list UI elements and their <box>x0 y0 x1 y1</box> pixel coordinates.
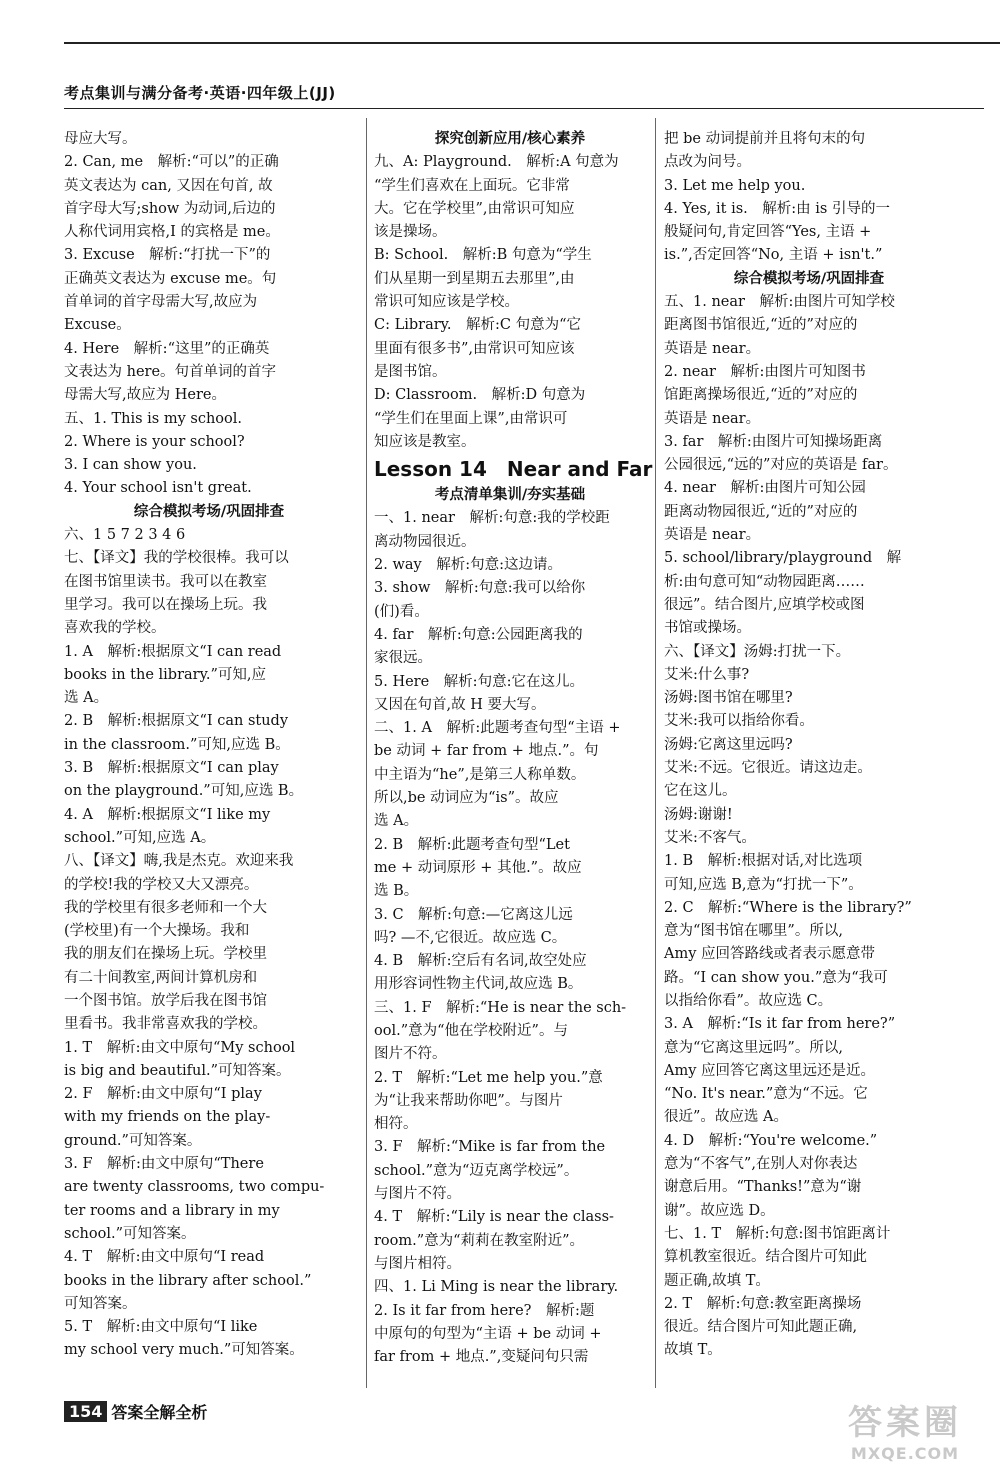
text-line: 3. B 解析:根据原文“I can play <box>64 760 279 777</box>
watermark-main: 答案圈 <box>848 1403 962 1443</box>
text-line: 意为“图书馆在哪里”。所以, <box>664 923 843 940</box>
text-line: 题正确,故填 T。 <box>664 1272 770 1289</box>
text-line: 汤姆:谢谢! <box>664 806 733 823</box>
section-heading: 综合模拟考场/巩固排查 <box>733 270 885 287</box>
text-line: 4. Here 解析:“这里”的正确英 <box>64 340 270 357</box>
text-line: 很近”。故应选 A。 <box>664 1109 788 1126</box>
text-line: 它在这儿。 <box>664 783 737 800</box>
text-line: 正确英文表达为 excuse me。句 <box>64 270 277 287</box>
text-line: 图片不符。 <box>374 1046 447 1063</box>
text-line: 4. T 解析:“Lily is near the class- <box>374 1209 614 1226</box>
text-line: 大。它在学校里”,由常识可知应 <box>374 200 575 217</box>
text-line: ool.”意为“他在学校附近”。与 <box>374 1022 568 1039</box>
text-line: 5. school/library/playground 解 <box>664 550 902 567</box>
text-line: 4. near 解析:由图片可知公园 <box>664 480 866 497</box>
text-line: 五、1. near 解析:由图片可知学校 <box>664 294 895 311</box>
text-line: 2. near 解析:由图片可知图书 <box>664 363 866 380</box>
text-line: 3. C 解析:句意:—它离这儿远 <box>374 906 573 923</box>
text-line: on the playground.”可知,应选 B。 <box>64 783 304 800</box>
text-line: 我的学校里有很多老师和一个大 <box>64 899 267 916</box>
text-line: be 动词 + far from + 地点.”。句 <box>374 743 599 760</box>
text-line: 距离动物园很近,“近的”对应的 <box>664 503 858 520</box>
running-header: 考点集训与满分备考·英语·四年级上(JJ) <box>64 84 336 102</box>
text-line: 书馆或操场。 <box>664 620 751 637</box>
text-line: 4. far 解析:句意:公园距离我的 <box>374 626 583 643</box>
text-line: 4. Yes, it is. 解析:由 is 引导的一 <box>664 200 890 217</box>
text-line: 七、1. T 解析:句意:图书馆距离计 <box>664 1225 891 1242</box>
text-line: 艾米:不客气。 <box>664 829 756 846</box>
text-line: 1. A 解析:根据原文“I can read <box>64 643 282 660</box>
text-line: is.”,否定回答“No, 主语 + isn't.” <box>664 247 883 264</box>
text-line: 该是操场。 <box>374 224 447 241</box>
text-line: “No. It's near.”意为“不远。它 <box>664 1086 868 1103</box>
text-line: 2. B 解析:此题考查句型“Let <box>374 836 570 853</box>
text-line: 家很远。 <box>374 650 432 667</box>
page-footer <box>64 1400 207 1423</box>
text-line: 母需大写,故应为 Here。 <box>64 387 226 404</box>
column-divider <box>655 118 656 1388</box>
text-line: 3. show 解析:句意:我可以给你 <box>374 580 586 597</box>
page-number: 154 <box>64 1401 107 1422</box>
text-line: is big and beautiful.”可知答案。 <box>64 1062 291 1079</box>
text-line: 艾米:我可以指给你看。 <box>664 713 814 730</box>
text-line: 又因在句首,故 H 要大写。 <box>374 696 546 713</box>
text-line: 相符。 <box>374 1116 418 1133</box>
text-line: 在图书馆里读书。我可以在教室 <box>64 573 267 590</box>
watermark-url: MXQE.COM <box>850 1444 960 1463</box>
text-line: 5. Here 解析:句意:它在这儿。 <box>374 673 584 690</box>
text-line: 六、【译文】汤姆:打扰一下。 <box>664 643 851 660</box>
section-heading: 综合模拟考场/巩固排查 <box>133 503 285 520</box>
text-line: 4. Your school isn't great. <box>64 480 252 497</box>
text-line: 六、1 5 7 2 3 4 6 <box>64 527 186 544</box>
text-line: 可知答案。 <box>64 1295 137 1312</box>
text-line: 中主语为“he”,是第三人称单数。 <box>374 766 586 783</box>
text-line: 4. T 解析:由文中原句“I read <box>64 1249 265 1266</box>
text-line: 艾米:不远。它很近。请这边走。 <box>664 760 872 777</box>
text-line: school.”可知答案。 <box>64 1225 196 1242</box>
text-line: 英语是 near。 <box>664 340 761 357</box>
text-line: B: School. 解析:B 句意为“学生 <box>374 247 592 264</box>
text-line: 艾米:什么事? <box>664 666 750 683</box>
text-line: me + 动词原形 + 其他.”。故应 <box>374 859 582 876</box>
column-middle <box>374 128 653 1369</box>
text-line: 算机教室很近。结合图片可知此 <box>664 1249 867 1266</box>
text-line: 1. B 解析:根据对话,对比选项 <box>664 853 863 870</box>
text-line: 首单词的首字母需大写,故应为 <box>64 294 258 311</box>
text-line: 吗? —不,它很近。故应选 C。 <box>374 929 567 946</box>
text-line: 馆距离操场很近,“近的”对应的 <box>664 387 858 404</box>
text-line: 里看书。我非常喜欢我的学校。 <box>64 1016 267 1033</box>
text-line: 用形容词性物主代词,故应选 B。 <box>374 976 583 993</box>
text-line: 析:由句意可知“动物园距离…… <box>664 573 865 590</box>
column-right <box>664 128 954 1363</box>
text-line: “学生们喜欢在上面玩。它非常 <box>374 177 570 194</box>
text-line: “学生们在里面上课”,由常识可 <box>374 410 568 427</box>
text-line: school.”意为“迈克离学校远”。 <box>374 1162 579 1179</box>
text-line: far from + 地点.”,变疑问句只需 <box>374 1349 589 1366</box>
text-line: 里面有很多书”,由常识可知应该 <box>374 340 575 357</box>
text-line: 四、1. Li Ming is near the library. <box>374 1279 619 1296</box>
text-line: my school very much.”可知答案。 <box>64 1342 304 1359</box>
text-line: 2. Can, me 解析:“可以”的正确 <box>64 154 279 171</box>
column-divider <box>366 118 367 1388</box>
text-line: 3. Excuse 解析:“打扰一下”的 <box>64 247 271 264</box>
text-line: 2. B 解析:根据原文“I can study <box>64 713 289 730</box>
text-line: 以指给你看”。故应选 C。 <box>664 992 833 1009</box>
text-line: 英语是 near。 <box>664 410 761 427</box>
text-line: 选 A。 <box>64 690 109 707</box>
footer-label: 答案全解全析 <box>111 1403 208 1422</box>
text-line: 有二十间教室,两间计算机房和 <box>64 969 258 986</box>
text-line: 选 A。 <box>374 813 419 830</box>
text-line: 选 B。 <box>374 883 419 900</box>
text-line: 与图片相符。 <box>374 1255 461 1272</box>
text-line: in the classroom.”可知,应选 B。 <box>64 736 290 753</box>
text-line: 1. T 解析:由文中原句“My school <box>64 1039 296 1056</box>
text-line: 意为“不客气”,在别人对你表达 <box>664 1156 858 1173</box>
text-line: 知应该是教室。 <box>374 433 476 450</box>
text-line: 我的朋友们在操场上玩。学校里 <box>64 946 267 963</box>
text-line: 点改为问号。 <box>664 154 751 171</box>
text-line: 2. F 解析:由文中原句“I play <box>64 1086 262 1103</box>
text-line: Excuse。 <box>64 317 131 334</box>
text-line: 距离图书馆很近,“近的”对应的 <box>664 317 858 334</box>
text-line: 2. T 解析:“Let me help you.”意 <box>374 1069 603 1086</box>
text-line: 为“让我来帮助你吧”。与图片 <box>374 1092 563 1109</box>
text-line: 常识可知应该是学校。 <box>374 294 519 311</box>
text-line: 的学校!我的学校又大又漂亮。 <box>64 876 259 893</box>
text-line: 与图片不符。 <box>374 1186 461 1203</box>
text-line: books in the library after school.” <box>64 1272 312 1289</box>
text-line: C: Library. 解析:C 句意为“它 <box>374 317 582 334</box>
text-line: 是图书馆。 <box>374 363 447 380</box>
text-line: 汤姆:图书馆在哪里? <box>664 690 793 707</box>
text-line: ground.”可知答案。 <box>64 1132 202 1149</box>
text-line: 2. way 解析:句意:这边请。 <box>374 557 562 574</box>
text-line: 4. A 解析:根据原文“I like my <box>64 806 271 823</box>
text-line: 喜欢我的学校。 <box>64 620 166 637</box>
text-line: 谢意后用。“Thanks!”意为“谢 <box>664 1179 862 1196</box>
text-line: 三、1. F 解析:“He is near the sch- <box>374 999 627 1016</box>
text-line: Amy 应回答它离这里远还是近。 <box>664 1062 876 1079</box>
text-line: 母应大写。 <box>64 131 137 147</box>
text-line: 2. T 解析:句意:教室距离操场 <box>664 1295 862 1312</box>
text-line: 中原句的句型为“主语 + be 动词 + <box>374 1325 602 1342</box>
text-line: 2. Where is your school? <box>64 433 245 450</box>
text-line: 般疑问句,肯定回答“Yes, 主语 + <box>664 224 872 241</box>
text-line: 九、A: Playground. 解析:A 句意为 <box>374 154 619 171</box>
text-line: with my friends on the play- <box>64 1109 271 1126</box>
section-heading: 考点清单集训/夯实基础 <box>434 487 586 504</box>
text-line: 很近。结合图片可知此题正确, <box>664 1319 858 1336</box>
text-line: 首字母大写;show 为动词,后边的 <box>64 200 276 217</box>
lesson-title: Lesson 14 Near and Far <box>374 457 653 482</box>
text-line: 4. D 解析:“You're welcome.” <box>664 1132 878 1149</box>
text-line: 所以,be 动词应为“is”。故应 <box>374 790 559 807</box>
watermark <box>820 1395 990 1465</box>
text-line: 五、1. This is my school. <box>64 410 242 427</box>
text-line: 意为“它离这里远吗”。所以, <box>664 1039 843 1056</box>
text-line: 公园很远,“远的”对应的英语是 far。 <box>664 457 898 474</box>
text-line: (们)看。 <box>374 603 429 620</box>
text-line: 4. B 解析:空后有名词,故空处应 <box>374 953 587 970</box>
text-line: 2. C 解析:“Where is the library?” <box>664 899 912 916</box>
text-line: 文表达为 here。句首单词的首字 <box>64 363 277 380</box>
text-line: 谢”。故应选 D。 <box>664 1202 775 1219</box>
text-line: 八、【译文】嗨,我是杰克。欢迎来我 <box>64 853 294 870</box>
text-line: 一个图书馆。放学后我在图书馆 <box>64 992 267 1009</box>
text-line: 3. Let me help you. <box>664 177 806 194</box>
column-left <box>64 128 354 1363</box>
text-line: 路。“I can show you.”意为“我可 <box>664 969 888 986</box>
text-line: room.”意为“莉莉在教室附近”。 <box>374 1232 584 1249</box>
text-line: 离动物园很近。 <box>374 533 476 550</box>
text-line: 可知,应选 B,意为“打扰一下”。 <box>664 876 863 893</box>
text-line: ter rooms and a library in my <box>64 1202 280 1219</box>
text-line: 汤姆:它离这里远吗? <box>664 736 793 753</box>
text-line: 七、【译文】我的学校很棒。我可以 <box>64 550 289 567</box>
text-line: 英文表达为 can, 又因在句首, 故 <box>64 177 273 194</box>
text-line: D: Classroom. 解析:D 句意为 <box>374 387 586 404</box>
text-line: 3. F 解析:“Mike is far from the <box>374 1139 606 1156</box>
text-line: 把 be 动词提前并且将句末的句 <box>664 131 866 147</box>
top-rule <box>64 42 1000 44</box>
text-line: 故填 T。 <box>664 1342 722 1359</box>
text-line: books in the library.”可知,应 <box>64 666 266 683</box>
text-line: 3. I can show you. <box>64 457 197 474</box>
text-line: 二、1. A 解析:此题考查句型“主语 + <box>374 720 621 737</box>
text-line: 英语是 near。 <box>664 527 761 544</box>
text-line: 2. Is it far from here? 解析:题 <box>374 1302 595 1319</box>
section-heading: 探究创新应用/核心素养 <box>434 131 586 147</box>
text-line: school.”可知,应选 A。 <box>64 829 216 846</box>
text-line: 们从星期一到星期五去那里”,由 <box>374 270 575 287</box>
text-line: 3. A 解析:“Is it far from here?” <box>664 1016 896 1033</box>
text-line: 里学习。我可以在操场上玩。我 <box>64 596 267 613</box>
text-line: 很远”。结合图片,应填学校或图 <box>664 596 865 613</box>
text-line: 人称代词用宾格,I 的宾格是 me。 <box>64 224 280 241</box>
text-line: 一、1. near 解析:句意:我的学校距 <box>374 510 610 527</box>
text-line: 3. F 解析:由文中原句“There <box>64 1156 264 1173</box>
text-line: are twenty classrooms, two compu- <box>64 1179 325 1196</box>
text-line: 3. far 解析:由图片可知操场距离 <box>664 433 883 450</box>
text-line: 5. T 解析:由文中原句“I like <box>64 1319 258 1336</box>
text-line: Amy 应回答路线或者表示愿意带 <box>664 946 876 963</box>
header-rule <box>64 108 984 109</box>
text-line: (学校里)有一个大操场。我和 <box>64 923 250 940</box>
